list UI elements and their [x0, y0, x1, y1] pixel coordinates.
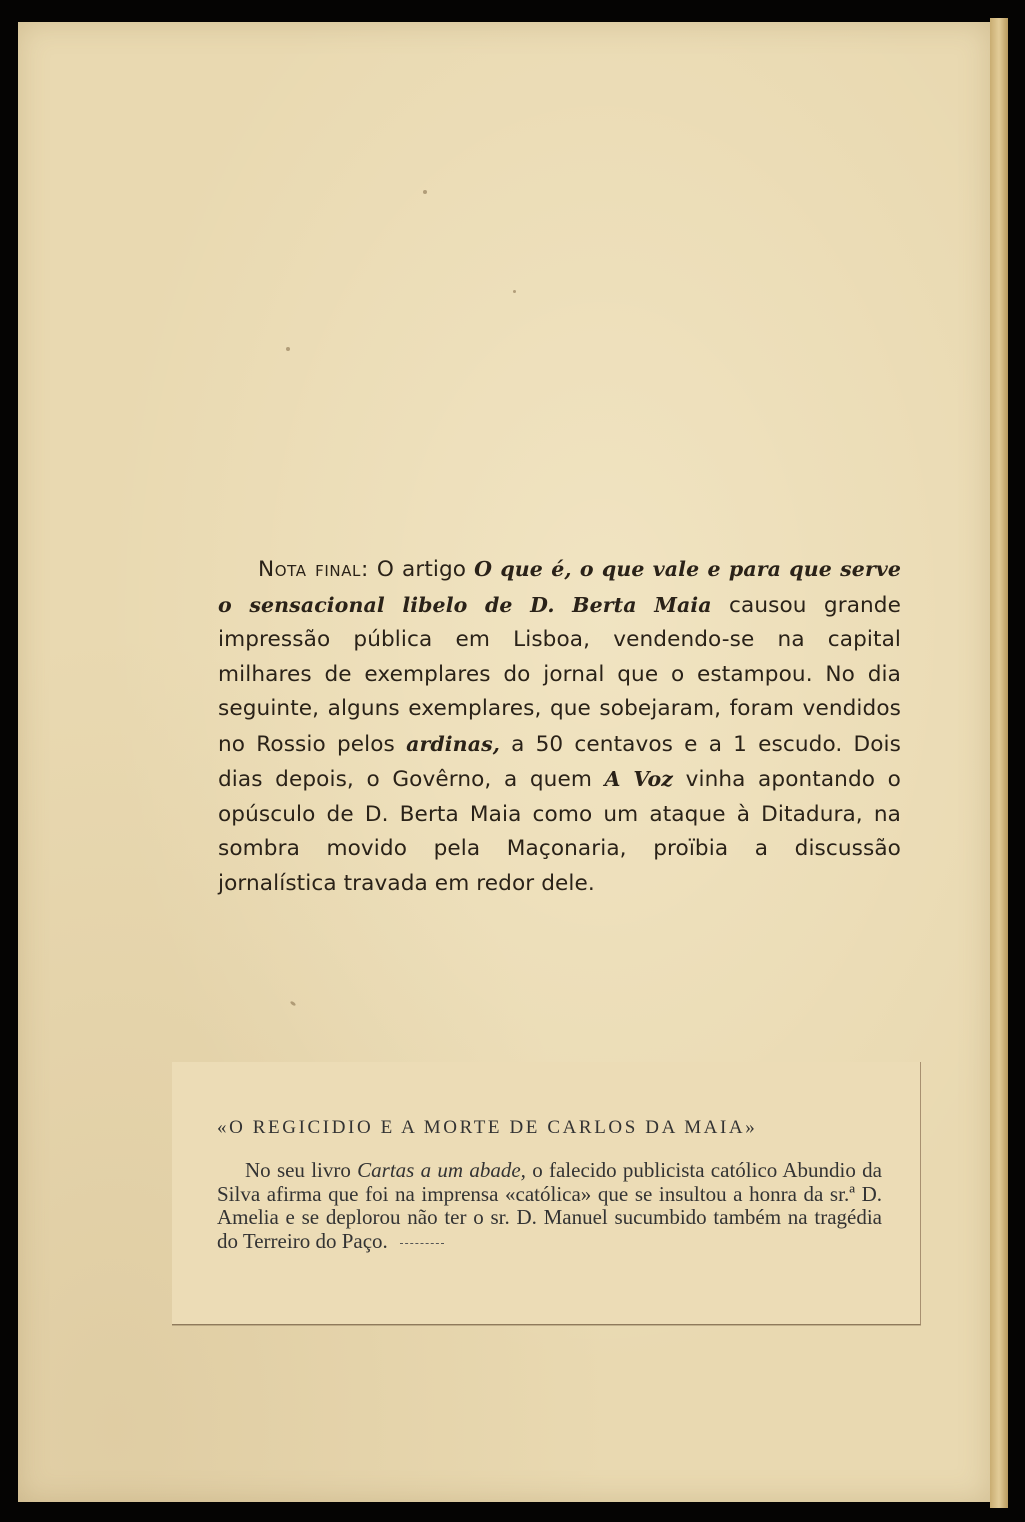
clipping-text-1: No seu livro: [245, 1158, 358, 1182]
nota-final-label: Nota final:: [258, 557, 369, 582]
nota-final-intro: O artigo: [368, 557, 475, 582]
article-title: O que é, o que vale e para que serve o sensacional libelo de D. Berta Maia: [218, 557, 901, 617]
book-title: Cartas a um abade,: [357, 1158, 526, 1182]
next-page-edge: [990, 18, 1008, 1508]
nota-final-text-3: vinha apontando o opúsculo de D. Berta Maia como um ataque à Ditadura, na sombra movido pela Maçonaria, proïbia a discussão jornalística travada em redor dele.: [218, 767, 901, 896]
clipping-text-2: o falecido publicista católico Abundio da Silva afirma que foi na imprensa «católica» que se insultou a honra da sr.ª D. Amelia e se deplorou não ter o sr. D. Manuel sucumbido também na tragédia do Terreiro do Paço.: [217, 1158, 882, 1253]
clipping-title: «O REGICIDIO E A MORTE DE CARLOS DA MAIA»: [217, 1117, 758, 1138]
paper-speck: [513, 290, 516, 293]
nota-final-text-2: a 50 centavos e a 1 escudo. Dois dias depois, o Govêrno, a quem: [218, 731, 902, 792]
clipping-paragraph: [217, 1159, 882, 1253]
nota-final-text-1: causou grande impressão pública em Lisboa, vendendo-se na capital milhares de exemplares do jornal que o estampou. No dia seguinte, alguns exemplares, que sobejaram, foram vendidos no Rossio pelos: [218, 592, 901, 757]
paper-speck: [423, 190, 427, 194]
paper-speck: [286, 347, 290, 351]
a-voz-newspaper: A Voz: [604, 767, 674, 791]
paper-speck: [290, 1001, 297, 1007]
end-dash: [400, 1243, 444, 1244]
pasted-clipping: [172, 1062, 921, 1325]
ardinas-term: ardinas,: [406, 731, 500, 756]
nota-final-paragraph: [218, 552, 901, 901]
